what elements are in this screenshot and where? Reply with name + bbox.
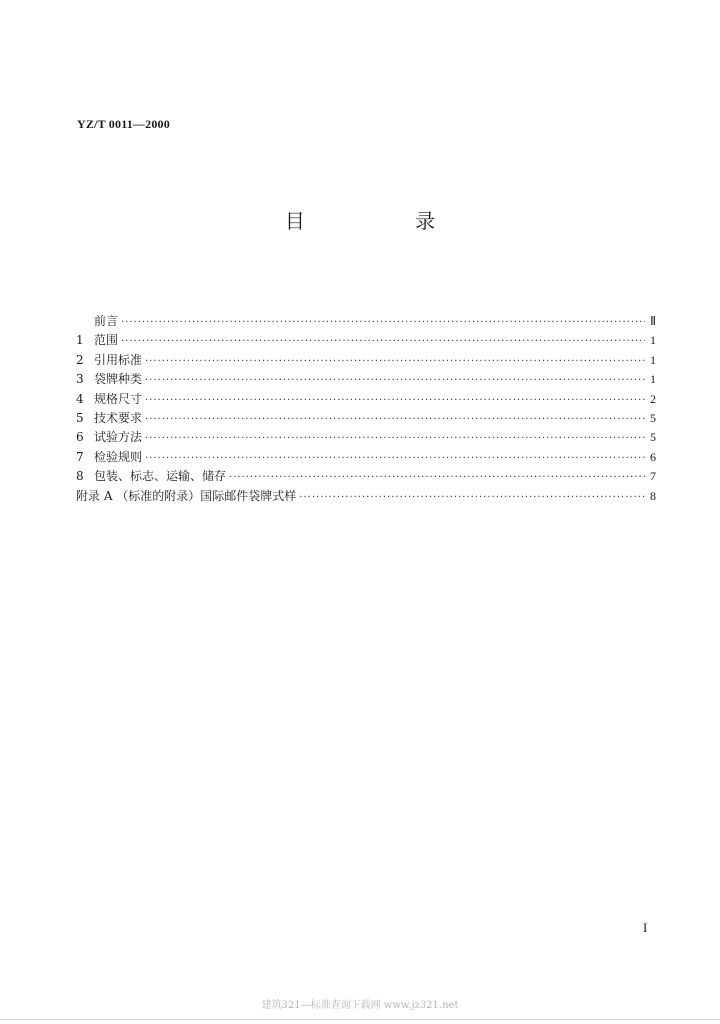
toc-entry-label: 检验规则 bbox=[94, 449, 143, 464]
toc-dot-leader bbox=[145, 371, 645, 390]
toc-entry-page: 7 bbox=[650, 469, 656, 484]
toc-entry-page: 8 bbox=[650, 488, 656, 503]
toc-entry-label: 附录 A （标准的附录）国际邮件袋牌式样 bbox=[76, 488, 297, 503]
toc-entry-dimensions[interactable] bbox=[76, 390, 656, 409]
toc-entry-page: 1 bbox=[650, 333, 656, 348]
toc-entry-number: 2 bbox=[76, 352, 84, 367]
toc-entry-page: 6 bbox=[650, 449, 656, 464]
toc-dot-leader bbox=[145, 449, 645, 468]
toc-entry-page: 1 bbox=[650, 372, 656, 387]
toc-entry-label: 规格尺寸 bbox=[94, 391, 143, 406]
toc-entry-label: 技术要求 bbox=[94, 410, 143, 425]
bottom-divider bbox=[0, 1019, 720, 1020]
toc-entry-label: 前言 bbox=[94, 314, 119, 328]
toc-entry-foreword[interactable] bbox=[76, 312, 656, 331]
toc-entry-number: 5 bbox=[76, 410, 84, 425]
toc-entry-page: 1 bbox=[650, 352, 656, 367]
toc-dot-leader bbox=[145, 391, 645, 410]
toc-dot-leader bbox=[121, 313, 645, 332]
toc-dot-leader bbox=[145, 410, 645, 429]
toc-entry-packaging[interactable] bbox=[76, 467, 656, 486]
toc-entry-page: Ⅱ bbox=[650, 314, 656, 328]
toc-dot-leader bbox=[299, 488, 645, 507]
toc-entry-references[interactable] bbox=[76, 351, 656, 370]
toc-entry-tag-types[interactable] bbox=[76, 370, 656, 389]
table-of-contents bbox=[76, 312, 656, 506]
toc-entry-label: 试验方法 bbox=[94, 430, 143, 445]
toc-entry-scope[interactable] bbox=[76, 331, 656, 350]
toc-dot-leader bbox=[121, 332, 645, 351]
toc-entry-page: 5 bbox=[650, 430, 656, 445]
toc-dot-leader bbox=[145, 429, 645, 448]
toc-entry-label: 袋牌种类 bbox=[94, 372, 143, 387]
toc-entry-technical-requirements[interactable] bbox=[76, 409, 656, 428]
toc-entry-number: 3 bbox=[76, 372, 84, 387]
toc-entry-number: 8 bbox=[76, 469, 84, 484]
toc-entry-number: 7 bbox=[76, 449, 84, 464]
toc-dot-leader bbox=[145, 352, 645, 371]
toc-entry-label: 引用标准 bbox=[94, 352, 143, 367]
toc-entry-page: 2 bbox=[650, 391, 656, 406]
page-number: I bbox=[643, 920, 648, 935]
toc-entry-appendix-a[interactable] bbox=[76, 487, 656, 506]
toc-entry-label: 包装、标志、运输、储存 bbox=[94, 469, 227, 484]
page-title: 目 录 bbox=[284, 209, 488, 233]
watermark-text: 建筑321—标准查询下载网 www.jz321.net bbox=[261, 1000, 459, 1011]
standard-code: YZ/T 0011—2000 bbox=[77, 117, 170, 131]
toc-dot-leader bbox=[229, 468, 645, 487]
toc-entry-number: 6 bbox=[76, 430, 84, 445]
toc-entry-label: 范围 bbox=[94, 333, 119, 348]
toc-entry-number: 1 bbox=[76, 333, 84, 348]
toc-entry-test-methods[interactable] bbox=[76, 428, 656, 447]
toc-entry-inspection-rules[interactable] bbox=[76, 448, 656, 467]
toc-entry-page: 5 bbox=[650, 410, 656, 425]
toc-entry-number: 4 bbox=[76, 391, 84, 406]
